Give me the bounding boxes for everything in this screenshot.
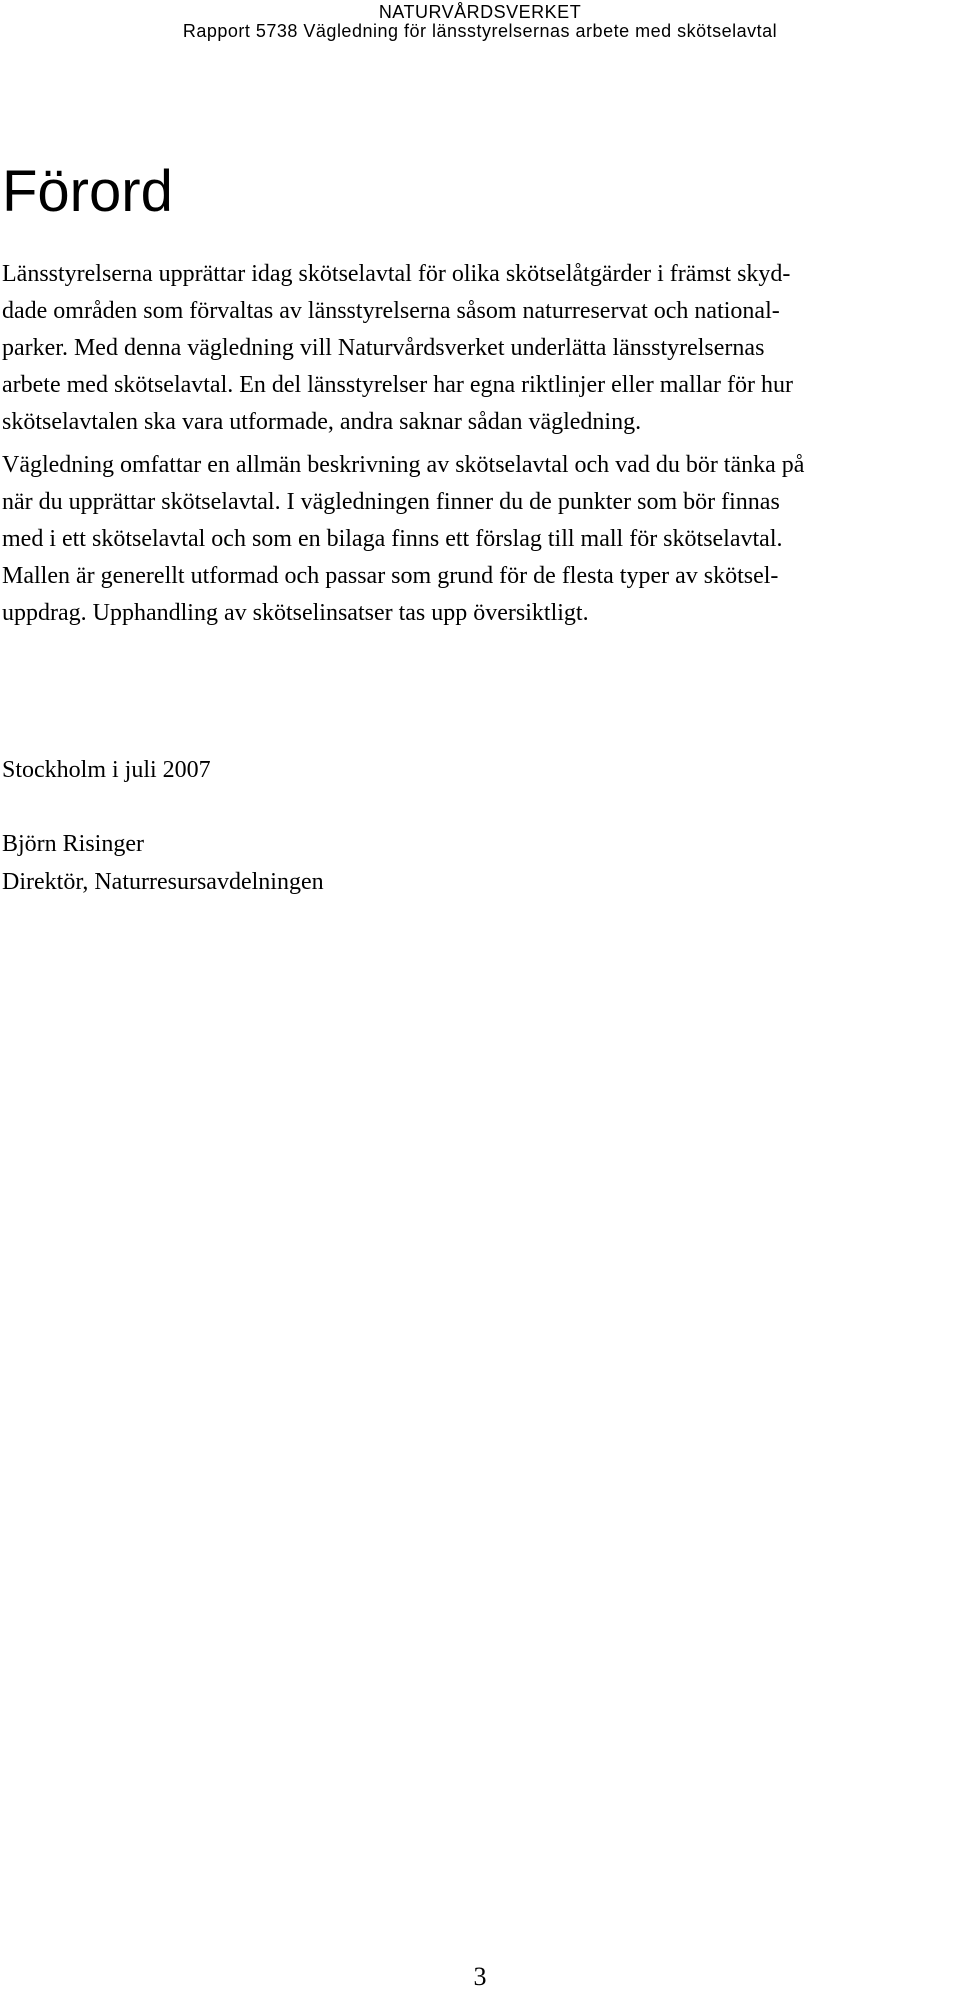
- signature-place-date: Stockholm i juli 2007: [2, 757, 211, 783]
- paragraph-line: när du upprättar skötselavtal. I vägledningen finner du de punkter som bör finnas: [2, 489, 780, 515]
- page-number: 3: [473, 1962, 487, 1991]
- paragraph-line: Länsstyrelserna upprättar idag skötselavtal för olika skötselåtgärder i främst skyd-: [2, 261, 791, 287]
- paragraph-line: Vägledning omfattar en allmän beskrivning av skötselavtal och vad du bör tänka på: [2, 452, 805, 478]
- header-organization: NATURVÅRDSVERKET: [378, 2, 582, 22]
- paragraph-guidance: [2, 447, 960, 632]
- paragraph-line: uppdrag. Upphandling av skötselinsatser tas upp översiktligt.: [2, 600, 589, 626]
- paragraph-line: dade områden som förvaltas av länsstyrelserna såsom naturreservat och national-: [2, 298, 780, 324]
- header-report-title: Rapport 5738 Vägledning för länsstyrelsernas arbete med skötselavtal: [182, 21, 778, 41]
- paragraph-intro: [2, 256, 960, 441]
- paragraph-line: med i ett skötselavtal och som en bilaga finns ett förslag till mall för skötselavtal.: [2, 526, 783, 552]
- paragraph-line: Mallen är generellt utformad och passar som grund för de flesta typer av skötsel-: [2, 563, 779, 589]
- paragraph-line: parker. Med denna vägledning vill Naturvårdsverket underlätta länsstyrelsernas: [2, 335, 765, 361]
- page-title: Förord: [2, 159, 173, 224]
- paragraph-line: arbete med skötselavtal. En del länsstyrelser har egna riktlinjer eller mallar för hur: [2, 372, 794, 398]
- signer-name: Björn Risinger: [2, 831, 144, 857]
- signer-title: Direktör, Naturresursavdelningen: [2, 869, 324, 895]
- paragraph-line: skötselavtalen ska vara utformade, andra saknar sådan vägledning.: [2, 409, 642, 435]
